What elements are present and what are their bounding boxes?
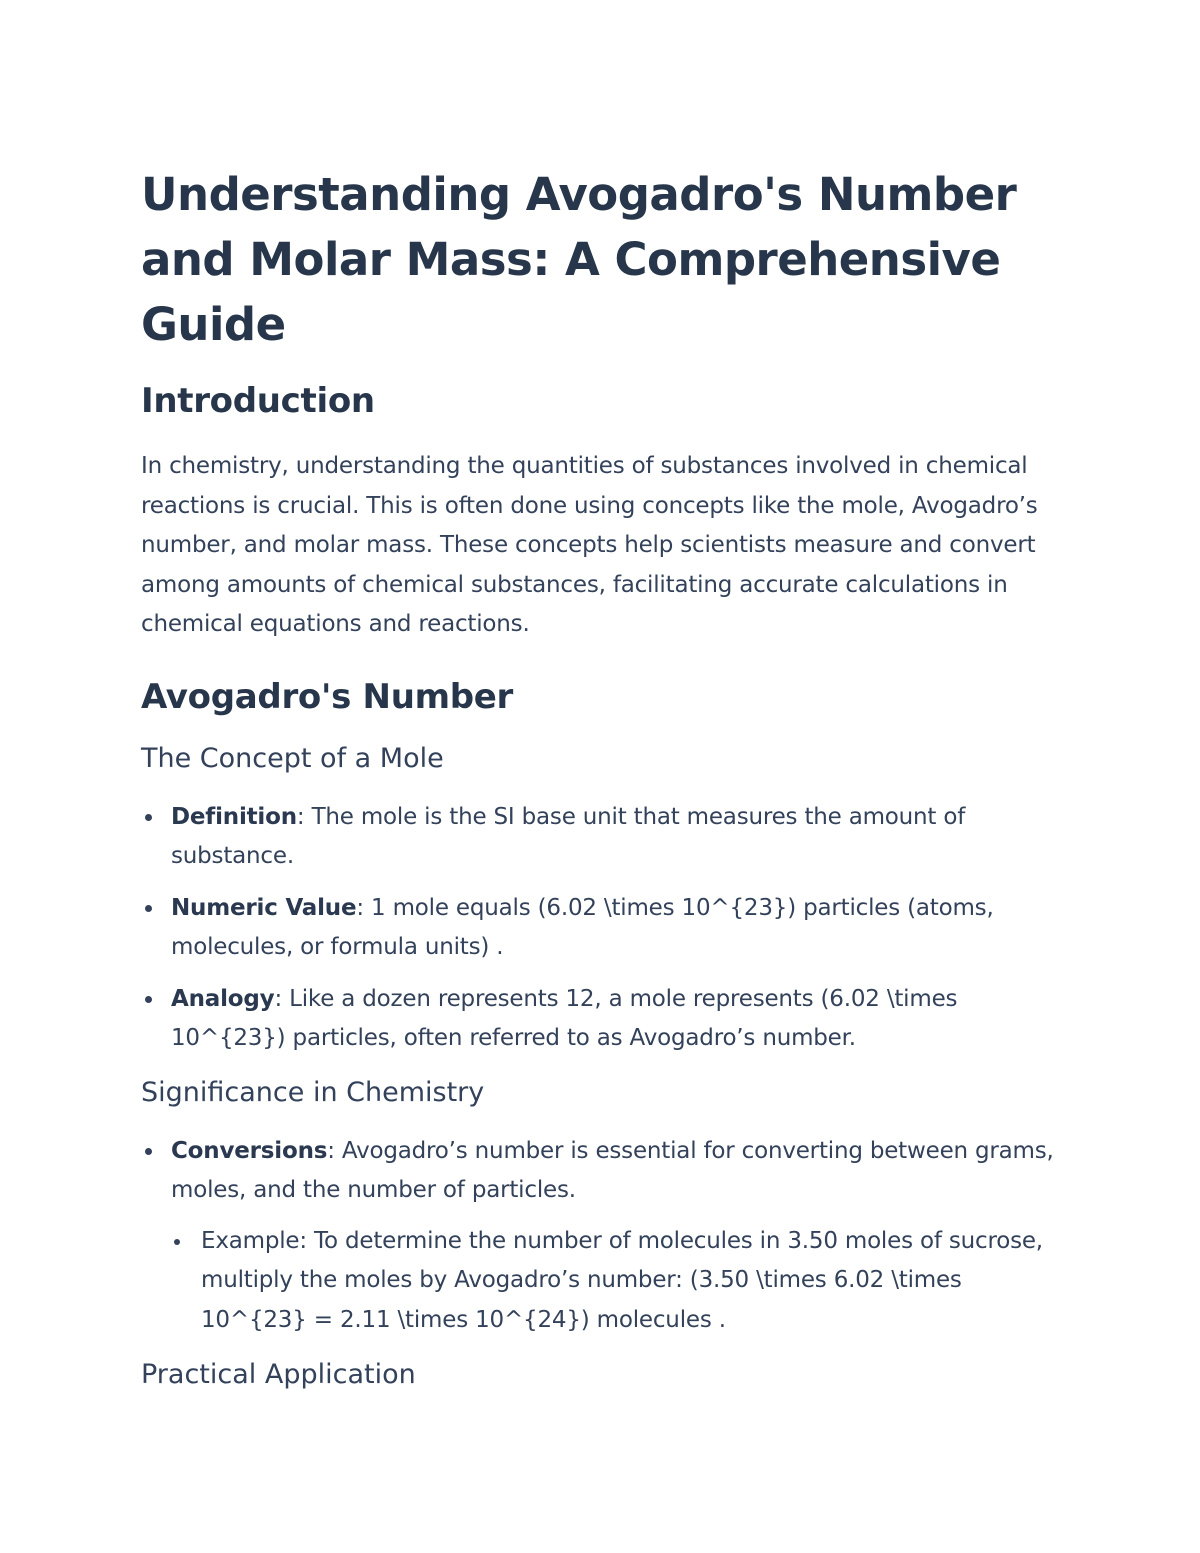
significance-heading: Significance in Chemistry [141,1076,485,1108]
document-title: Understanding Avogadro's Number and Molar Mass: A Comprehensive Guide [141,168,1017,351]
document-page [141,162,1056,1393]
text-conversions: : Avogadro’s number is essential for converting between grams, moles, and the number of particles. [171,1137,1054,1203]
avogadro-heading: Avogadro's Number [141,676,514,717]
practical-application-heading: Practical Application [141,1359,416,1390]
mole-concept-heading: The Concept of a Mole [141,742,444,774]
list-item-analogy [141,980,1056,1059]
list-item-numeric-value [141,889,1056,968]
term-numeric-value: Numeric Value [171,894,357,921]
text-numeric-value: : 1 mole equals (6.02 \times 10^{23}) particles (atoms, molecules, or formula units) . [171,894,994,960]
term-analogy: Analogy [171,985,275,1012]
text-analogy: : Like a dozen represents 12, a mole represents (6.02 \times 10^{23}) particles, often referred to as Avogadro’s number. [171,985,958,1051]
term-definition: Definition [171,803,297,830]
list-item-conversions [141,1132,1056,1341]
term-conversions: Conversions [171,1137,328,1164]
introduction-heading: Introduction [141,381,375,421]
conversions-sublist [171,1222,1056,1341]
introduction-paragraph: In chemistry, understanding the quantities of substances involved in chemical reactions is crucial. This is often done using concepts like the mole, Avogadro’s number, and molar mass. These concepts help scientists measure and convert among amounts of chemical substances, facilitating accurate calculations in chemical equations and reactions. [141,453,1038,637]
text-definition: : The mole is the SI base unit that measures the amount of substance. [171,803,966,869]
mole-concept-list [141,798,1056,1059]
significance-list [141,1132,1056,1341]
list-item-definition [141,798,1056,877]
sublist-item-example: Example: To determine the number of molecules in 3.50 moles of sucrose, multiply the moles by Avogadro’s number: (3.50 \times 6.02 \times 10^{23} = 2.11 \times 10^{24}) molecules . [171,1222,1056,1341]
